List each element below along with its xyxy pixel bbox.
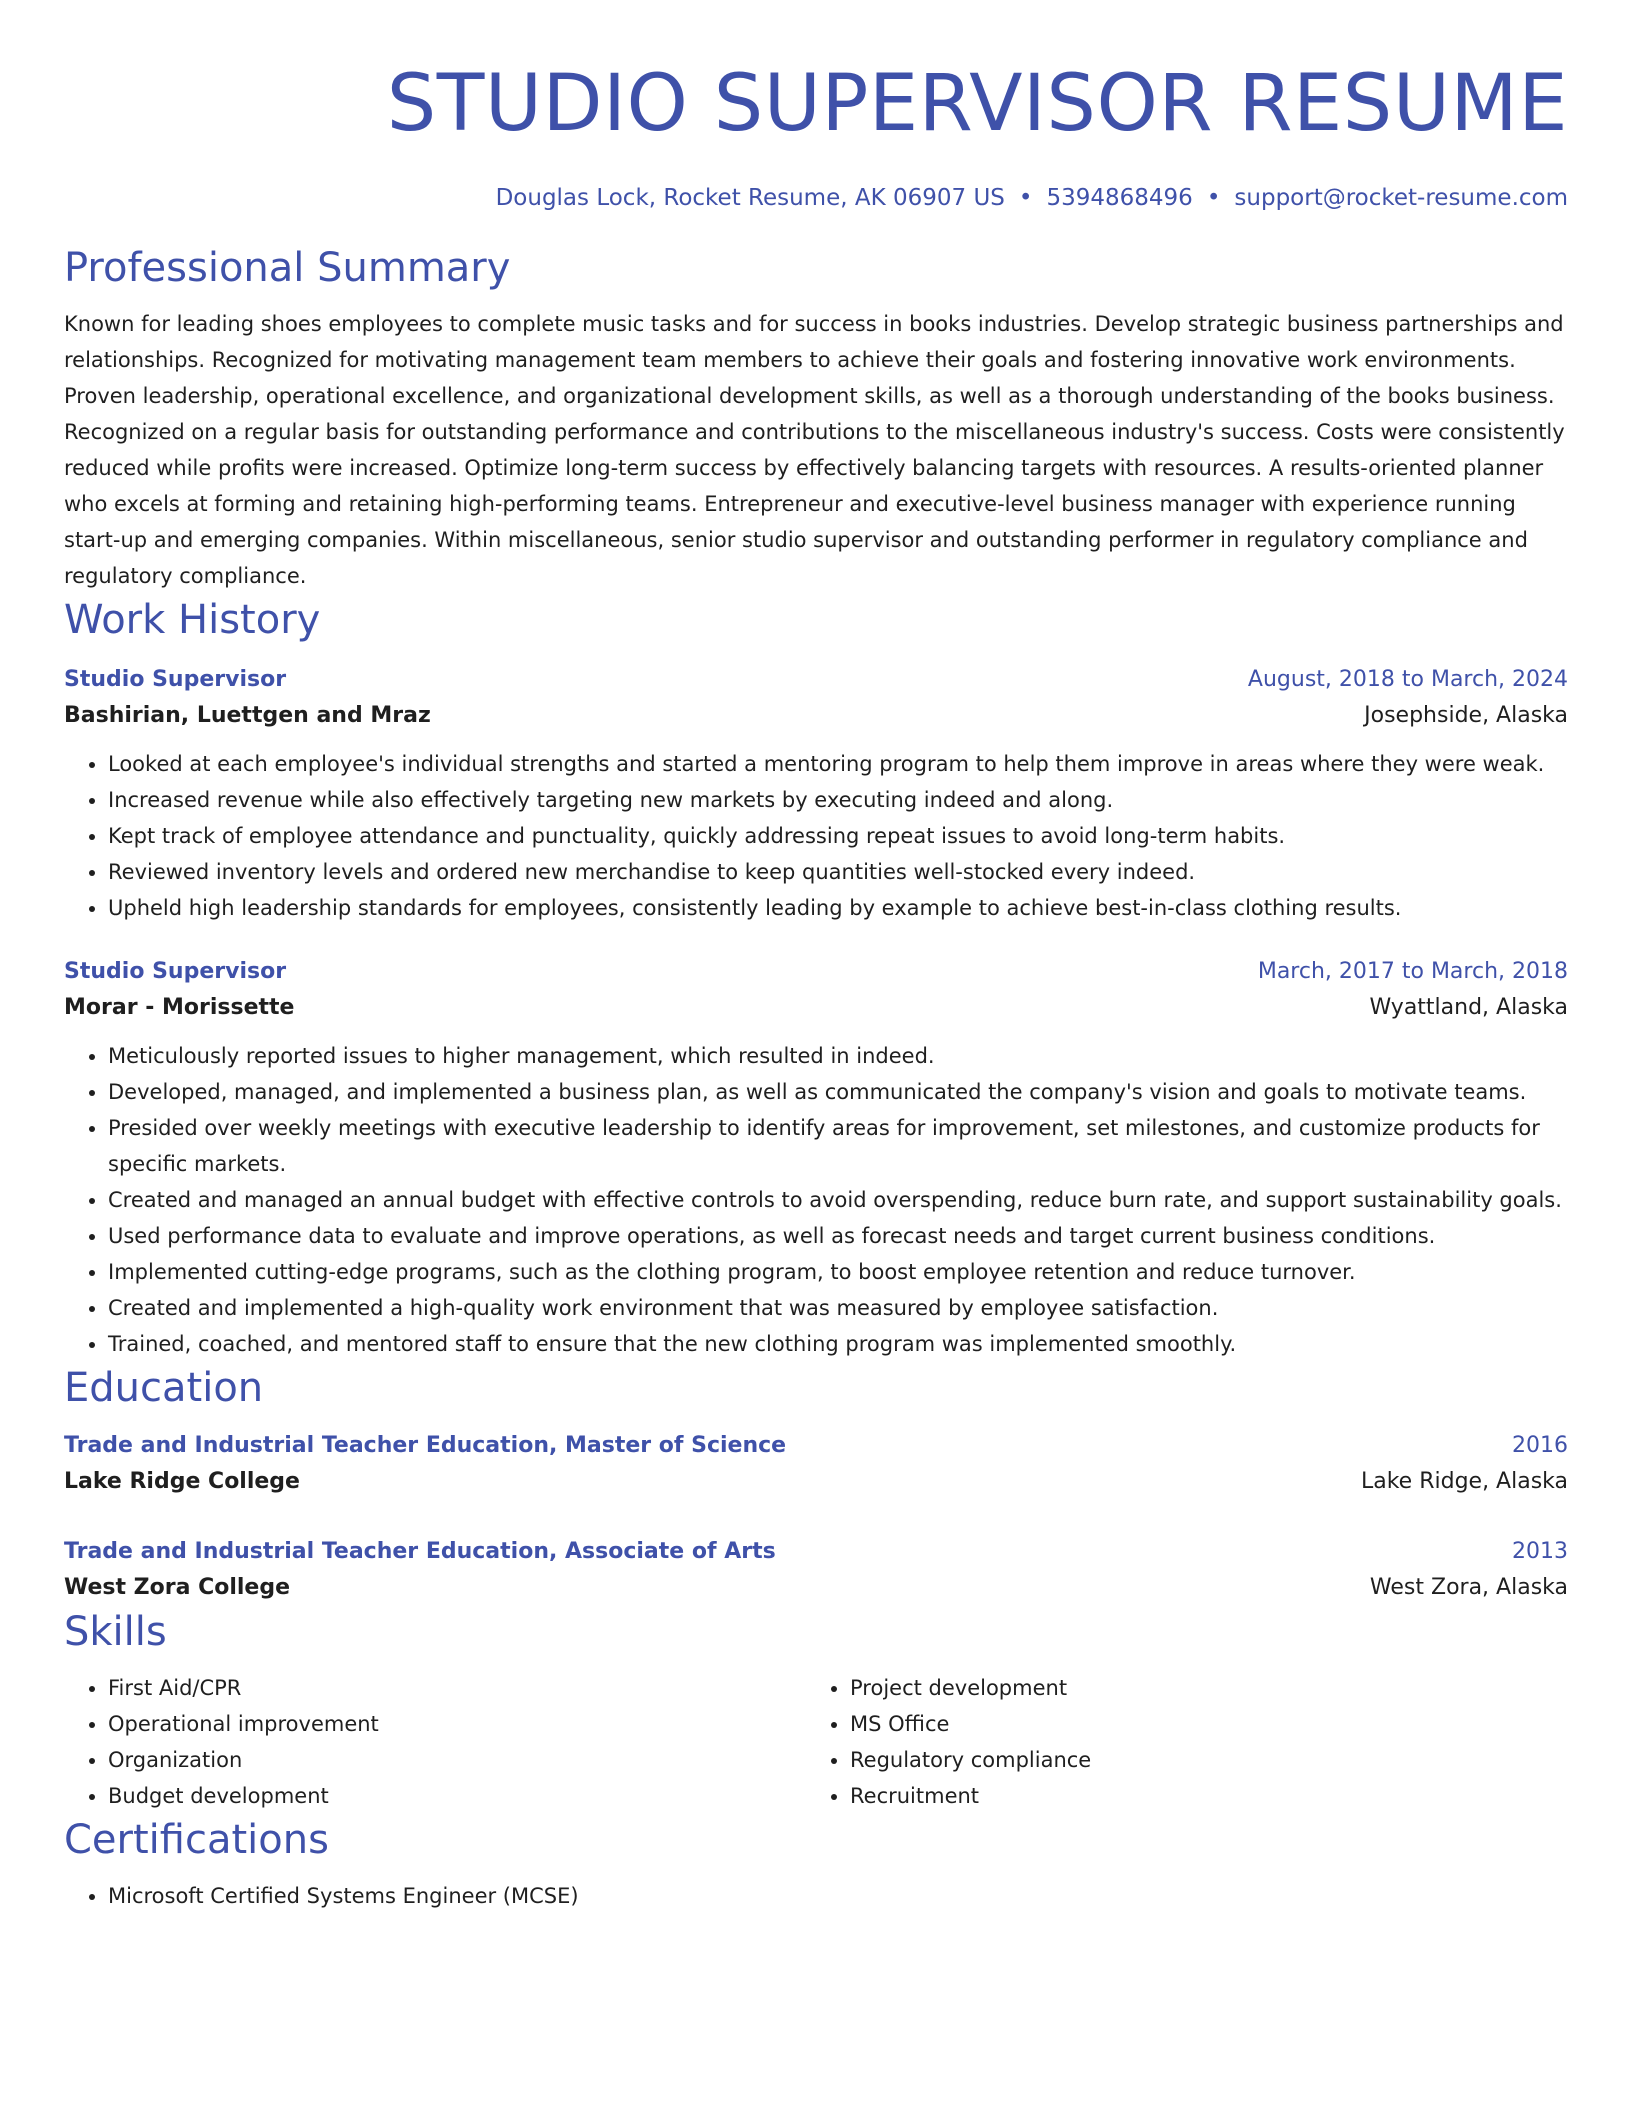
- skill-item: • First Aid/CPR: [108, 1670, 806, 1706]
- job-bullet: • Looked at each employee's individual strengths and started a mentoring program to help them improve in areas where they were weak.: [108, 746, 1568, 782]
- work-history-heading: Work History: [64, 597, 321, 643]
- job-dates: March, 2017 to March, 2018: [1257, 959, 1568, 984]
- job-bullet: • Trained, coached, and mentored staff to ensure that the new clothing program was implemented smoothly.: [108, 1326, 1568, 1362]
- certifications-heading: Certifications: [64, 1817, 329, 1863]
- skill-item: • Operational improvement: [108, 1706, 806, 1742]
- education-location: West Zora, Alaska: [1369, 1575, 1568, 1600]
- skill-item: • MS Office: [850, 1706, 1548, 1742]
- education-school: Lake Ridge College: [64, 1469, 300, 1494]
- skills-heading: Skills: [64, 1609, 167, 1655]
- education-degree: Trade and Industrial Teacher Education, Master of Science: [64, 1433, 787, 1458]
- job-location: Josephside, Alaska: [1364, 703, 1568, 728]
- education-year: 2013: [1512, 1539, 1568, 1564]
- skill-item: • Project development: [850, 1670, 1548, 1706]
- job-entry: [64, 662, 1568, 926]
- education-degree: Trade and Industrial Teacher Education, Associate of Arts: [64, 1539, 776, 1564]
- skills-grid: [64, 1670, 1568, 1814]
- job-title: Studio Supervisor: [64, 667, 287, 692]
- certifications-list: [64, 1878, 1568, 1914]
- skill-item: • Organization: [108, 1742, 806, 1778]
- job-bullet: • Meticulously reported issues to higher management, which resulted in indeed.: [108, 1038, 1568, 1074]
- education-entry: [64, 1534, 1568, 1606]
- job-bullets: [64, 1038, 1568, 1362]
- contact-separator: •: [1206, 185, 1221, 211]
- job-entry: [64, 954, 1568, 1362]
- contact-separator: •: [1018, 185, 1033, 211]
- job-location: Wyattland, Alaska: [1369, 995, 1568, 1020]
- job-company: Bashirian, Luettgen and Mraz: [64, 703, 431, 728]
- contact-phone: 5394868496: [1046, 185, 1193, 211]
- job-company: Morar - Morissette: [64, 995, 295, 1020]
- job-dates: August, 2018 to March, 2024: [1247, 667, 1568, 692]
- certification-item: • Microsoft Certified Systems Engineer (MCSE): [108, 1878, 1568, 1914]
- skill-item: • Budget development: [108, 1778, 806, 1814]
- job-bullet: • Upheld high leadership standards for employees, consistently leading by example to achieve best-in-class clothing results.: [108, 890, 1568, 926]
- job-bullet: • Created and managed an annual budget with effective controls to avoid overspending, reduce burn rate, and support sustainability goals.: [108, 1182, 1568, 1218]
- contact-address: Douglas Lock, Rocket Resume, AK 06907 US: [495, 185, 1005, 211]
- skills-column-right: [806, 1670, 1548, 1814]
- job-bullet: • Reviewed inventory levels and ordered new merchandise to keep quantities well-stocked every indeed.: [108, 854, 1568, 890]
- education-entry: [64, 1428, 1568, 1500]
- skill-item: • Recruitment: [850, 1778, 1548, 1814]
- job-bullet: • Created and implemented a high-quality work environment that was measured by employee satisfaction.: [108, 1290, 1568, 1326]
- job-bullet: • Implemented cutting-edge programs, such as the clothing program, to boost employee retention and reduce turnover.: [108, 1254, 1568, 1290]
- job-bullet: • Used performance data to evaluate and improve operations, as well as forecast needs and target current business conditions.: [108, 1218, 1568, 1254]
- resume-title: STUDIO SUPERVISOR RESUME: [386, 59, 1568, 149]
- summary-text: Known for leading shoes employees to complete music tasks and for success in books industries. Develop strategic business partnerships and relationships. Recognized for motivating management team members to achieve their goals and fostering innovative work environments. Proven leadership, operational excellence, and organizational development skills, as well as a thorough understanding of the books business. Recognized on a regular basis for outstanding performance and contributions to the miscellaneous industry's success. Costs were consistently reduced while profits were increased. Optimize long-term success by effectively balancing targets with resources. A results-oriented planner who excels at forming and retaining high-performing teams. Entrepreneur and executive-level business manager with experience running start-up and emerging companies. Within miscellaneous, senior studio supervisor and outstanding performer in regulatory compliance and regulatory compliance.: [64, 312, 1565, 588]
- education-location: Lake Ridge, Alaska: [1360, 1469, 1568, 1494]
- job-bullet: • Developed, managed, and implemented a business plan, as well as communicated the company's vision and goals to motivate teams.: [108, 1074, 1568, 1110]
- skill-item: • Regulatory compliance: [850, 1742, 1548, 1778]
- education-school: West Zora College: [64, 1575, 291, 1600]
- job-bullet: • Increased revenue while also effectively targeting new markets by executing indeed and along.: [108, 782, 1568, 818]
- contact-line: [64, 182, 1568, 214]
- job-bullet: • Kept track of employee attendance and punctuality, quickly addressing repeat issues to avoid long-term habits.: [108, 818, 1568, 854]
- job-title: Studio Supervisor: [64, 959, 287, 984]
- contact-email: support@rocket-resume.com: [1234, 185, 1568, 211]
- job-bullets: [64, 746, 1568, 926]
- education-heading: Education: [64, 1365, 264, 1411]
- summary-heading: Professional Summary: [64, 245, 511, 291]
- education-year: 2016: [1512, 1433, 1568, 1458]
- skills-column-left: [64, 1670, 806, 1814]
- job-bullet: • Presided over weekly meetings with executive leadership to identify areas for improvement, set milestones, and customize products for specific markets.: [108, 1110, 1568, 1182]
